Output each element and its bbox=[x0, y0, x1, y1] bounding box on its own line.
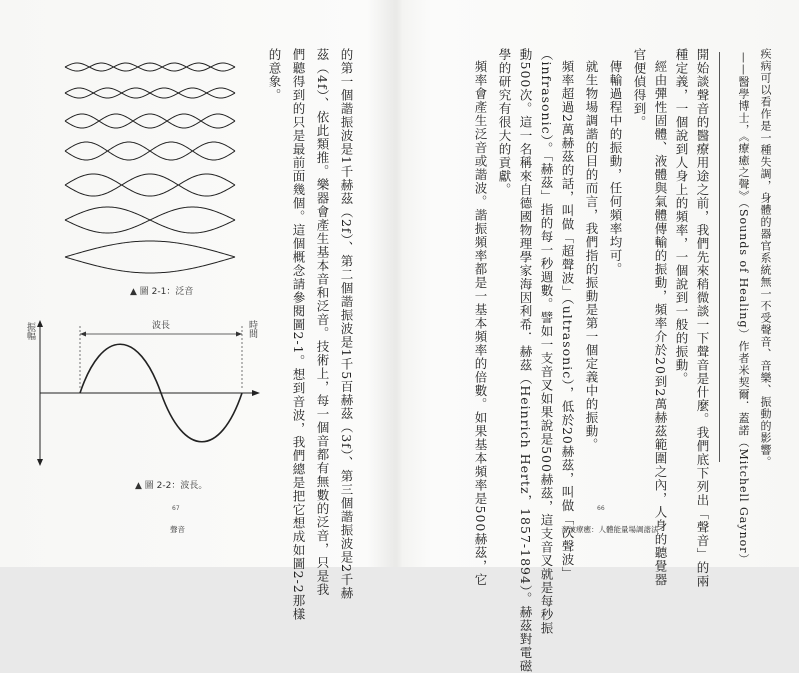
overtone-harmonic-3-lower bbox=[65, 174, 235, 196]
wavelength-label: 波長 bbox=[152, 321, 171, 331]
left-body-column-4: 的意象。 bbox=[267, 48, 282, 102]
right-body-column-8: （infrasonic）。「赫茲」指的每一秒週數。譬如一支音叉如果說是500赫茲，這支音叉就是每秒振 bbox=[539, 48, 554, 635]
overtone-harmonic-6-upper bbox=[65, 88, 235, 98]
overtone-harmonic-3-upper bbox=[65, 174, 235, 196]
time-axis-label: 時間 bbox=[247, 320, 257, 338]
right-body-column-1: 開始談聲音的醫療用途之前，我們先來稍微談一下聲音是什麼。我們底下列出「聲音」的兩 bbox=[695, 48, 710, 588]
overtone-harmonic-7-upper bbox=[65, 63, 235, 71]
left-page-number: 67 bbox=[172, 505, 180, 512]
overtone-harmonic-2-upper bbox=[65, 207, 235, 233]
epigraph-attribution: ——醫學博士，《療癒之聲》（Sounds of Healing）作者米契爾．蓋諾（Mitchell Gaynor） bbox=[737, 52, 750, 566]
right-body-column-9: 動500次。這一名稱來自德國物理學家海因利希．赫茲（Heinrich Hertz，1857-1894）。赫茲對電磁 bbox=[518, 48, 533, 673]
left-body-column-3: 們聽得到的只是最前面幾個。這個概念請參閱圖2-1。想到音波，我們總是把它想成如圖2-2那樣 bbox=[291, 48, 306, 621]
figure-2-1-caption: ▲ 圖 2-1：泛音 bbox=[130, 287, 194, 297]
epigraph-quote: 疾病可以看作是一種失調，身體的器官系統無一不受聲音、音樂、振動的影響。 bbox=[759, 48, 772, 468]
overtone-harmonic-7-lower bbox=[65, 63, 235, 71]
overtone-figure bbox=[60, 55, 240, 280]
left-body-column-1: 的第一個諧振波是1千赫茲（2f）、第二個諧振波是1千5百赫茲（3f）、第三個諧振波是2千赫 bbox=[339, 48, 354, 600]
epigraph-divider bbox=[719, 52, 720, 462]
left-page bbox=[0, 0, 398, 621]
left-running-head: 聲音 bbox=[170, 525, 185, 534]
right-body-column-6: 就生物場調諧的目的而言，我們指的振動是第一個定義中的振動。 bbox=[584, 60, 599, 452]
right-body-column-7: 頻率超過2萬赫茲的話，叫做「超聲波」（ultrasonic），低於20赫茲，叫做「次聲波」 bbox=[560, 60, 575, 580]
right-body-column-4: 官便偵得到。 bbox=[632, 48, 647, 129]
right-running-head: 音波療癒：人體能量場調諧法 bbox=[561, 525, 659, 534]
overtone-harmonic-4-upper bbox=[65, 142, 235, 160]
wavelength-figure bbox=[30, 318, 270, 468]
right-page bbox=[401, 0, 799, 673]
amplitude-axis-label: 振幅 bbox=[25, 322, 35, 340]
overtone-harmonic-1-upper bbox=[65, 241, 235, 257]
right-body-column-5: 傳輸過程中的振動，任何頻率均可。 bbox=[608, 60, 623, 276]
overtone-harmonic-1-lower bbox=[65, 257, 235, 273]
right-body-column-11: 頻率會產生泛音或諧波。諧振頻率都是一基本頻率的倍數。如果基本頻率是500赫茲，它 bbox=[473, 60, 488, 587]
right-body-column-10: 學的研究有很大的貢獻。 bbox=[497, 48, 512, 197]
left-body-column-2: 茲（4f）、依此類推。樂器會產生基本音和泛音。技術上，每一個音都有無數的泛音，只是我 bbox=[315, 48, 330, 597]
right-body-column-2: 種定義，一個說到人身上的頻率，一個說到一般的振動。 bbox=[674, 48, 689, 386]
figure-2-2-caption: ▲ 圖 2-2：波長。 bbox=[135, 481, 208, 491]
right-body-column-3: 經由彈性固體、液體與氣體傳輸的振動，頻率介於20到2萬赫茲範圍之內，人身的聽覺器 bbox=[653, 60, 668, 587]
right-page-number: 66 bbox=[597, 505, 605, 512]
